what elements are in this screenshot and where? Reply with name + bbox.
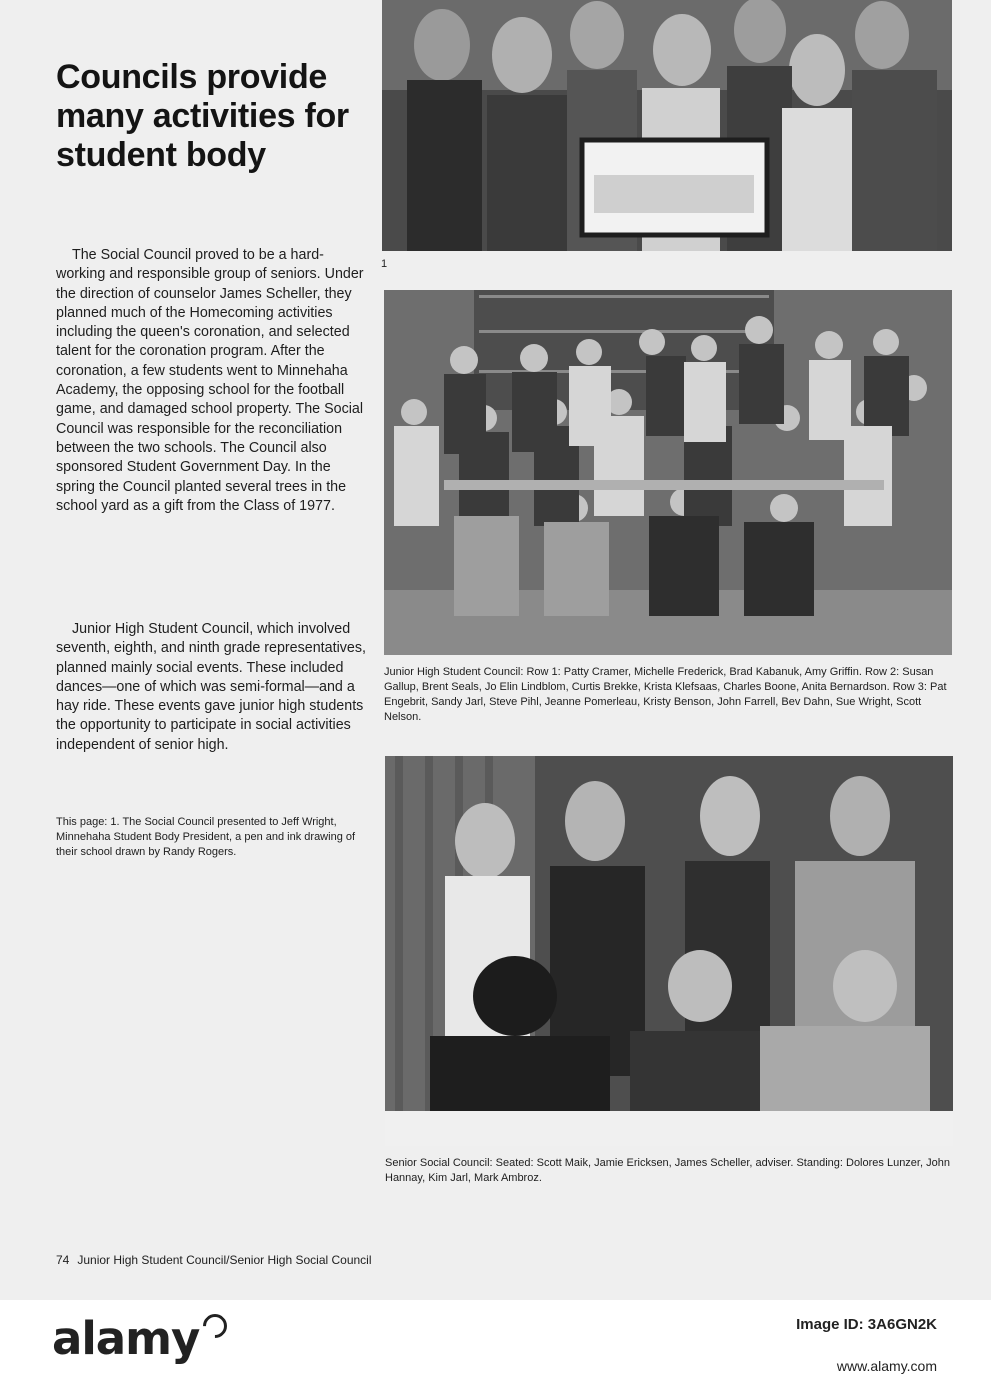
- photo-junior-high-student-council: [384, 290, 952, 655]
- body-paragraph-1: [56, 246, 366, 516]
- photo-senior-social-council: [385, 756, 953, 1146]
- photo-1-number: 1: [381, 258, 388, 270]
- caption-junior-high: Junior High Student Council: Row 1: Patty Cramer, Michelle Frederick, Brad Kabanuk, Amy Griffin. Row 2: Susan Gallup, Brent Seals, Jo Elin Lindblom, Curtis Brekke, Krista Klefsaas, Charles Boone, Anita Bernardson. Row 3: Pat Engebrit, Sandy Jarl, Steve Pihl, Jeanne Pomerleau, Kristy Benson, John Farrell, Bev Dahn, Sue Wright, Scott Nelson.: [384, 666, 947, 723]
- brand-text: alamy: [52, 1312, 200, 1365]
- watermark-banner: [0, 1300, 991, 1390]
- brand-logo: [52, 1312, 227, 1365]
- image-id: Image ID: 3A6GN2K: [796, 1316, 937, 1333]
- site-url: www.alamy.com: [836, 1358, 937, 1374]
- headline: Councils provide many activities for student body: [56, 58, 349, 174]
- body-paragraph-2-text: Junior High Student Council, which involved seventh, eighth, and ninth grade representatives, planned mainly social events. These included dances—one of which was semi-formal—and a hay ride. These events gave junior high students the opportunity to participate in social activities independent of senior high.: [56, 621, 366, 753]
- caption-senior-social-council: Senior Social Council: Seated: Scott Maik, Jamie Ericksen, James Scheller, adviser. Standing: Dolores Lunzer, John Hannay, Kim Jarl, Mark Ambroz.: [385, 1157, 950, 1184]
- page-footer: [56, 1253, 372, 1267]
- page-number: 74: [56, 1253, 70, 1267]
- body-paragraph-1-text: The Social Council proved to be a hard-working and responsible group of seniors. Under the direction of counselor James Scheller, they planned much of the Homecoming activities including the queen's coronation, and selected talent for the coronation program. After the coronation, a few students went to Minnehaha Academy, the opposing school for the football game, and damaged school property. The Social Council was responsible for the reconciliation between the two schools. The Council also sponsored Student Government Day. In the spring the Council planted several trees in the school yard as a gift from the Class of 1977.: [56, 247, 364, 514]
- brand-mark-icon: [198, 1309, 232, 1343]
- footer-section-title: Junior High Student Council/Senior High Social Council: [77, 1253, 372, 1267]
- side-caption: This page: 1. The Social Council presented to Jeff Wright, Minnehaha Student Body President, a pen and ink drawing of their school drawn by Randy Rogers.: [56, 816, 356, 858]
- body-paragraph-2: [56, 620, 366, 755]
- photo-social-council-presentation: [382, 0, 952, 251]
